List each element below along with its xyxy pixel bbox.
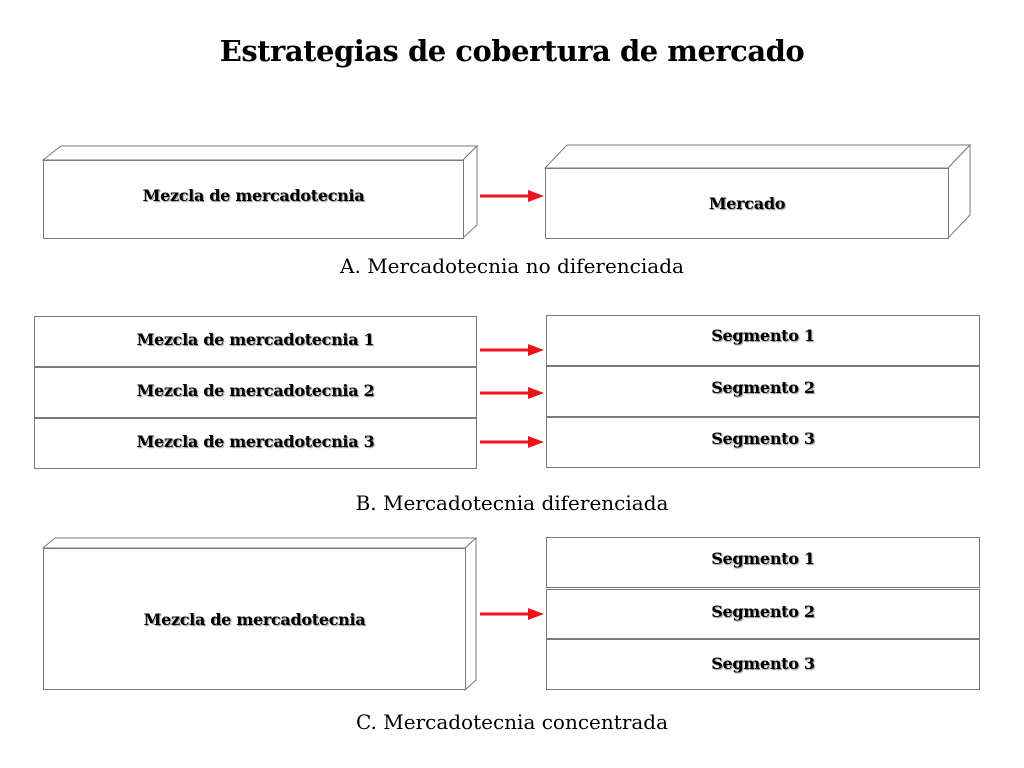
mix-label-c: Mezcla de mercadotecnia bbox=[143, 609, 366, 629]
caption-b: B. Mercadotecnia diferenciada bbox=[355, 491, 669, 515]
caption-a: A. Mercadotecnia no diferenciada bbox=[340, 254, 684, 278]
mix-box-b2 bbox=[34, 367, 477, 418]
mix-box-b3 bbox=[34, 418, 477, 469]
mix-label-b2: Mezcla de mercadotecnia 2 bbox=[136, 381, 375, 400]
segment-box-b3 bbox=[546, 417, 980, 468]
segment-label-c3: Segmento 3 bbox=[711, 654, 815, 673]
arrow-icon bbox=[480, 606, 544, 622]
market-box bbox=[545, 168, 949, 239]
mix-box-b1 bbox=[34, 316, 477, 367]
segment-box-c1 bbox=[546, 537, 980, 588]
segment-label-c2: Segmento 2 bbox=[711, 601, 815, 621]
segment-label-b2: Segmento 2 bbox=[711, 378, 815, 397]
segment-label-b3: Segmento 3 bbox=[711, 429, 815, 448]
segment-box-c3 bbox=[546, 639, 980, 690]
mix-label-b1: Mezcla de mercadotecnia 1 bbox=[136, 330, 375, 349]
arrow-icon bbox=[480, 434, 544, 450]
page-title: Estrategias de cobertura de mercado bbox=[219, 34, 805, 68]
mix-label-b3: Mezcla de mercadotecnia 3 bbox=[136, 432, 375, 451]
mix-box-a bbox=[43, 160, 464, 239]
segment-box-b1 bbox=[546, 315, 980, 366]
mix-label-a: Mezcla de mercadotecnia bbox=[142, 186, 365, 205]
caption-c: C. Mercadotecnia concentrada bbox=[355, 710, 669, 734]
segment-box-b2 bbox=[546, 366, 980, 417]
segment-box-c2 bbox=[546, 589, 980, 639]
arrow-icon bbox=[480, 188, 544, 204]
arrow-icon bbox=[480, 385, 544, 401]
arrow-icon bbox=[480, 342, 544, 358]
segment-label-b1: Segmento 1 bbox=[711, 326, 815, 345]
market-label: Mercado bbox=[708, 194, 786, 213]
mix-box-c bbox=[43, 548, 466, 690]
segment-label-c1: Segmento 1 bbox=[711, 549, 815, 568]
